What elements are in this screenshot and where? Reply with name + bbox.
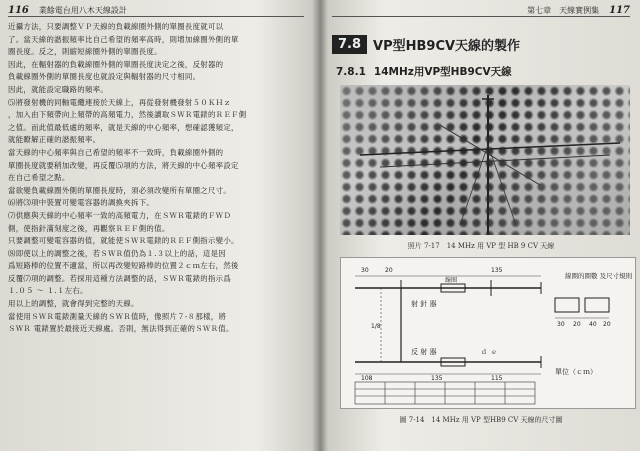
body-line: 側，使指針滿刻度之後，再觀察ＲＥＦ側的值。 [8,223,170,233]
body-line: 只要調整可變電容器的值，就能使ＳＷＲ電錶的ＲＥＦ側指示變小。 [8,236,239,246]
dim-label-6: 135 [431,375,443,382]
body-line: 在自己希望之點。 [8,173,70,183]
body-line: ，加入由下頻帶向上頻帶的高頻電力，然後讀取ＳＷＲ電錶的ＲＥＦ側 [8,110,247,120]
diagram-label-legend: 線圈的圈數 及尺寸規則 [565,272,633,280]
dim-label-11: ｄ [481,349,488,356]
dim-label-12: ｅ [491,349,498,356]
right-page [322,0,640,451]
dim-label-9: 40 [589,321,597,328]
diagram-drawing [341,258,635,408]
dim-label-1: 20 [385,267,393,274]
dim-label-3: 115 [491,375,503,382]
left-page-number: 116 [8,4,29,16]
section-number: 7.8 [332,35,367,54]
dim-label-7: 30 [557,321,565,328]
left-page [0,0,318,451]
left-body-text [8,21,304,336]
figure-caption: 圖 7-14 14 MHz 用 VP 型HB9 CV 天線的尺寸圖 [399,416,563,424]
body-line: 因此，在輻射器的負載線圈外側的單圈長度決定之後，反射器的 [8,59,224,69]
body-line: 了。當天線的諧振頻率比自己希望的頻率高時，則增加線圈外側的單 [8,34,239,44]
section-heading [332,35,630,54]
body-line: ⑸將發射機的同軸電纜連接於天線上，再從發射機發射５０ＫＨｚ [8,97,232,107]
body-line: ⑻即使以上的調整之後，若ＳＷＲ值仍為１.３以上的話，這是因 [8,248,226,258]
body-line: 當使用ＳＷＲ電錶測量天線的ＳＷＲ值時，像照片７-８那樣，將 [8,311,227,321]
subsection-title: 14MHz用VP型HB9CV天線 [373,66,512,78]
body-line: 之值。而此值最低處的頻率，就是天線的中心頻率，想確認獲頻定， [8,122,239,132]
dim-label-4: 1/8 [371,323,381,330]
left-page-header [8,4,304,17]
dim-label-8: 20 [573,321,581,328]
subsection-heading [336,64,630,79]
diagram-label-unit: 單位（ｃｍ） [555,368,597,376]
dim-label-0: 30 [361,267,369,274]
subsection-number: 7.8.1 [336,66,366,78]
photo-caption: 照片 7-17 14 MHz 用 VP 型 HB 9 CV 天線 [407,242,555,250]
diagram-label-coil: 線圈 [445,277,458,284]
body-line: 當天線的中心頻率與自己希望的頻率不一致時，負載線圈外側的 [8,147,224,157]
body-line: 反覆⑺項的調整。若採用這種方法調整的話，ＳＷＲ電錶的指示爲 [8,273,232,283]
section-title: VP型HB9CV天線的製作 [373,39,521,54]
diagram-label-reflector: 反 射 器 [411,348,437,356]
body-line: ＳＷＲ 電錶置於最接近天線處。否則，無法得到正確的ＳＷＲ值。 [8,324,234,334]
body-line: １.０５ ～ １.１左右。 [8,286,88,296]
body-line: ⑹將⑶項中裝置可變電容器的調換夾拆下。 [8,198,155,208]
body-line: 近攝方法，只要調整ＶＰ天線的負載線圈外側的單圈長度就可以 [8,22,224,31]
body-line: 單圈長度就要稍加改變，再反覆⑸項的方法，將天線的中心頻率設定 [8,160,239,170]
diagram-label-radiator: 射 針 器 [411,300,437,308]
antenna-photo [340,85,630,235]
body-line: ⑺供應與天線的中心頻率一致的高頻電力，在ＳＷＲ電錶的ＦＷＤ [8,210,232,220]
dim-label-2: 135 [491,267,503,274]
dimension-table [355,382,535,404]
antenna-dimension-diagram [340,257,636,409]
left-running-title: 業餘電台用八木天線設計 [38,5,127,15]
right-running-title: 第七章 天線實例集 [527,5,600,15]
antenna-silhouette [340,85,630,235]
body-line: 因此，就能設定職路的頻率。 [8,84,108,94]
body-line: 負載線圈外側的單圈長度也就設定與輻射器的尺寸相同。 [8,72,201,82]
body-line: 用以上的調整，就會得到完整的天線。 [8,299,139,309]
body-line: 就能瞭解正確的諧振頻率。 [8,135,101,145]
body-line: 當欲變負載線圈外側的單圈長度時，須必須改變所有單圈之尺寸。 [8,185,232,195]
dim-label-5: 108 [361,375,373,382]
right-page-number: 117 [609,4,630,16]
right-page-header [332,4,630,17]
body-line: 爲短路棒的位置不適當，所以再改變短路棒的位置２ｃｍ左右，然後 [8,261,239,271]
body-line: 圈長度。反之，則縮短線圈外側的單圈長度。 [8,47,162,57]
dim-label-10: 20 [603,321,611,328]
